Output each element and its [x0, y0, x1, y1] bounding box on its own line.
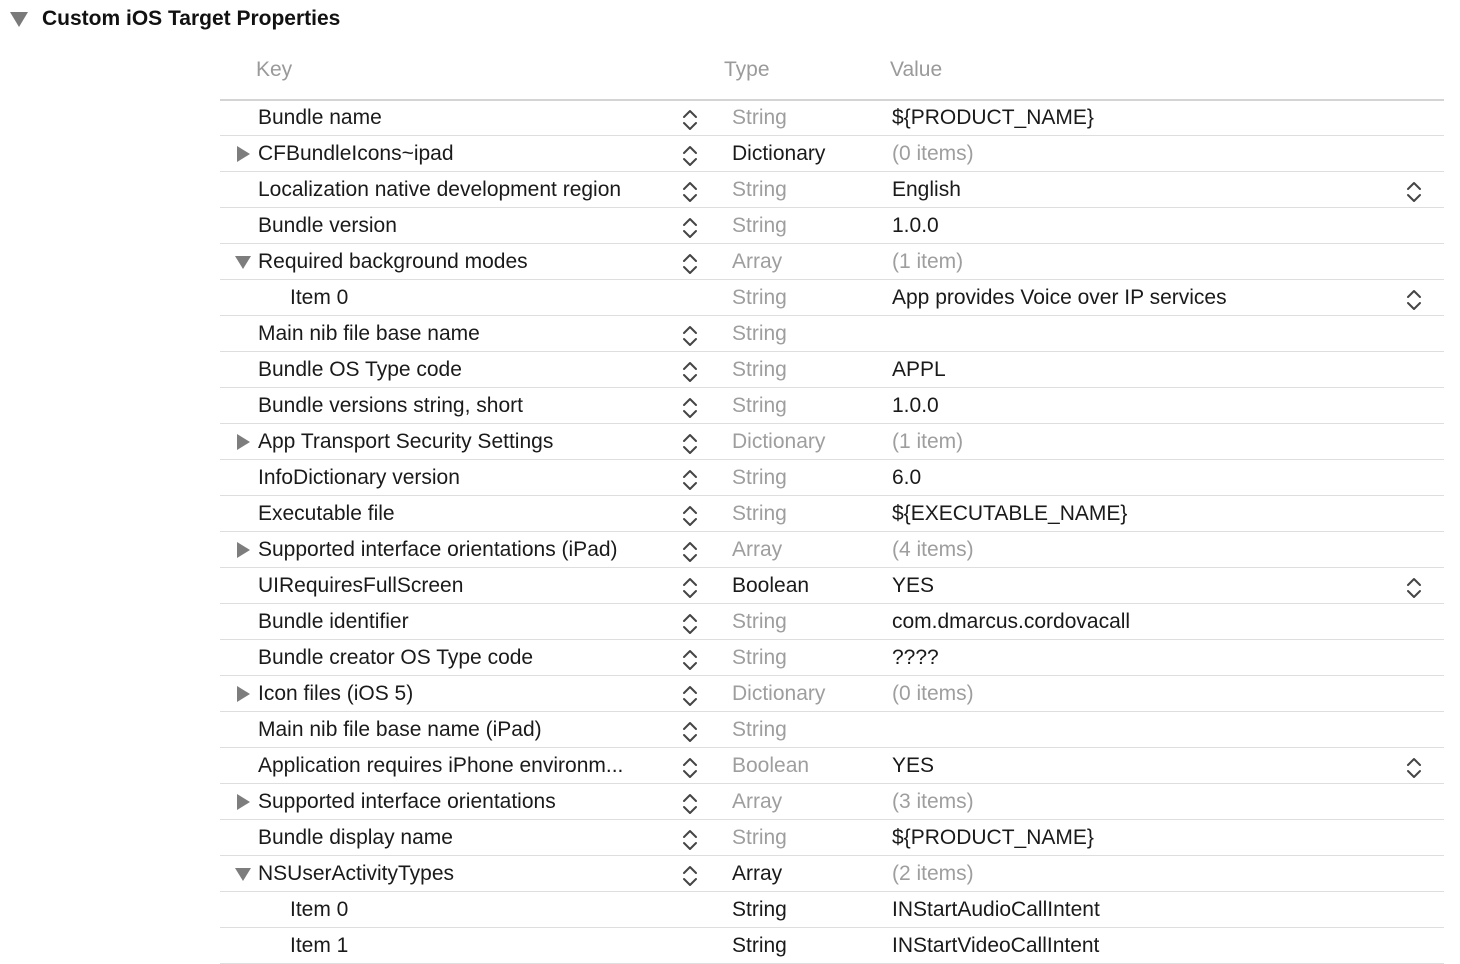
table-row[interactable]	[220, 460, 1444, 496]
row-value[interactable]: English	[892, 178, 961, 201]
row-type[interactable]: String	[732, 502, 787, 525]
table-row[interactable]	[220, 712, 1444, 748]
row-type[interactable]: String	[732, 826, 787, 849]
row-type[interactable]: Dictionary	[732, 430, 826, 453]
table-row[interactable]	[220, 388, 1444, 424]
table-row[interactable]	[220, 208, 1444, 244]
key-popup-chevron-icon[interactable]	[682, 828, 698, 852]
value-popup-chevron-icon[interactable]	[1406, 288, 1422, 312]
row-key[interactable]: Bundle versions string, short	[258, 394, 523, 417]
row-value[interactable]: ${EXECUTABLE_NAME}	[892, 502, 1128, 525]
row-type[interactable]: Array	[732, 250, 783, 273]
row-type[interactable]: Array	[732, 790, 783, 813]
row-value[interactable]: INStartAudioCallIntent	[892, 898, 1100, 921]
row-value[interactable]: ${PRODUCT_NAME}	[892, 106, 1094, 129]
row-key[interactable]: Localization native development region	[258, 178, 622, 201]
key-popup-chevron-icon[interactable]	[682, 540, 698, 564]
value-popup-chevron-icon[interactable]	[1406, 756, 1422, 780]
row-key[interactable]: App Transport Security Settings	[258, 430, 554, 453]
row-value[interactable]: (2 items)	[892, 862, 974, 885]
value-popup-chevron-icon[interactable]	[1406, 180, 1422, 204]
table-row[interactable]	[220, 640, 1444, 676]
disclosure-triangle-right-icon[interactable]	[237, 542, 250, 558]
disclosure-triangle-right-icon[interactable]	[237, 794, 250, 810]
row-key[interactable]: Executable file	[258, 502, 395, 525]
row-type[interactable]: Dictionary	[732, 142, 826, 165]
key-popup-chevron-icon[interactable]	[682, 612, 698, 636]
row-key[interactable]: Supported interface orientations	[258, 790, 556, 813]
row-value[interactable]: APPL	[892, 358, 946, 381]
row-value[interactable]: (1 item)	[892, 430, 964, 453]
table-row[interactable]	[220, 100, 1444, 136]
column-headers	[0, 52, 1460, 92]
row-value[interactable]: (4 items)	[892, 538, 974, 561]
row-key[interactable]: Bundle display name	[258, 826, 453, 849]
row-type[interactable]: String	[732, 610, 787, 633]
disclosure-triangle-down-icon[interactable]	[235, 256, 251, 269]
row-type[interactable]: String	[732, 106, 787, 129]
key-popup-chevron-icon[interactable]	[682, 252, 698, 276]
row-key[interactable]: Application requires iPhone environm...	[258, 754, 624, 777]
row-key[interactable]: Bundle OS Type code	[258, 358, 462, 381]
key-popup-chevron-icon[interactable]	[682, 324, 698, 348]
row-type[interactable]: Dictionary	[732, 682, 826, 705]
row-type[interactable]: String	[732, 934, 787, 957]
table-row[interactable]	[220, 280, 1444, 316]
row-value[interactable]: YES	[892, 574, 935, 597]
row-key[interactable]: Icon files (iOS 5)	[258, 682, 414, 705]
row-value[interactable]: ????	[892, 646, 939, 669]
row-type[interactable]: String	[732, 646, 787, 669]
row-value[interactable]: ${PRODUCT_NAME}	[892, 826, 1094, 849]
table-row[interactable]	[220, 532, 1444, 568]
key-popup-chevron-icon[interactable]	[682, 108, 698, 132]
row-value[interactable]: (0 items)	[892, 142, 974, 165]
key-popup-chevron-icon[interactable]	[682, 468, 698, 492]
section-header[interactable]	[0, 0, 1460, 40]
row-key[interactable]: Bundle name	[258, 106, 382, 129]
row-type[interactable]: String	[732, 898, 787, 921]
table-row[interactable]	[220, 856, 1444, 892]
column-header-type[interactable]: Type	[724, 58, 770, 81]
key-popup-chevron-icon[interactable]	[682, 180, 698, 204]
row-type[interactable]: String	[732, 394, 787, 417]
row-type[interactable]: Boolean	[732, 754, 810, 777]
table-row[interactable]	[220, 244, 1444, 280]
key-popup-chevron-icon[interactable]	[682, 576, 698, 600]
row-value[interactable]: YES	[892, 754, 935, 777]
key-popup-chevron-icon[interactable]	[682, 360, 698, 384]
disclosure-triangle-right-icon[interactable]	[237, 434, 250, 450]
property-list-table	[220, 100, 1444, 964]
row-type[interactable]: String	[732, 214, 787, 237]
row-type[interactable]: String	[732, 286, 787, 309]
row-key[interactable]: NSUserActivityTypes	[258, 862, 455, 885]
disclosure-triangle-right-icon[interactable]	[237, 146, 250, 162]
row-key[interactable]: UIRequiresFullScreen	[258, 574, 464, 597]
row-key[interactable]: Supported interface orientations (iPad)	[258, 538, 618, 561]
table-row[interactable]	[220, 172, 1444, 208]
table-row[interactable]	[220, 604, 1444, 640]
table-row[interactable]	[220, 496, 1444, 532]
row-type[interactable]: Boolean	[732, 574, 810, 597]
column-header-value[interactable]: Value	[890, 58, 943, 81]
row-key[interactable]: Bundle version	[258, 214, 397, 237]
key-popup-chevron-icon[interactable]	[682, 756, 698, 780]
row-type[interactable]: String	[732, 358, 787, 381]
row-key[interactable]: Required background modes	[258, 250, 528, 273]
row-key[interactable]: Item 1	[290, 934, 349, 957]
disclosure-triangle-down-icon[interactable]	[235, 868, 251, 881]
key-popup-chevron-icon[interactable]	[682, 684, 698, 708]
key-popup-chevron-icon[interactable]	[682, 648, 698, 672]
row-key[interactable]: CFBundleIcons~ipad	[258, 142, 454, 165]
section-title: Custom iOS Target Properties	[42, 7, 341, 30]
row-value[interactable]: 6.0	[892, 466, 922, 489]
row-key[interactable]: Main nib file base name	[258, 322, 480, 345]
key-popup-chevron-icon[interactable]	[682, 720, 698, 744]
row-key[interactable]: InfoDictionary version	[258, 466, 460, 489]
row-value[interactable]: 1.0.0	[892, 214, 939, 237]
table-row[interactable]	[220, 928, 1444, 964]
table-row[interactable]	[220, 568, 1444, 604]
row-type[interactable]: String	[732, 466, 787, 489]
row-value[interactable]: (3 items)	[892, 790, 974, 813]
table-row[interactable]	[220, 748, 1444, 784]
key-popup-chevron-icon[interactable]	[682, 432, 698, 456]
row-key[interactable]: Bundle creator OS Type code	[258, 646, 534, 669]
table-row[interactable]	[220, 424, 1444, 460]
key-popup-chevron-icon[interactable]	[682, 504, 698, 528]
row-value[interactable]: (0 items)	[892, 682, 974, 705]
key-popup-chevron-icon[interactable]	[682, 792, 698, 816]
row-key[interactable]: Main nib file base name (iPad)	[258, 718, 542, 741]
row-key[interactable]: Bundle identifier	[258, 610, 409, 633]
row-value[interactable]: INStartVideoCallIntent	[892, 934, 1100, 957]
row-value[interactable]: (1 item)	[892, 250, 964, 273]
table-row[interactable]	[220, 820, 1444, 856]
row-type[interactable]: Array	[732, 862, 783, 885]
row-key[interactable]: Item 0	[290, 286, 349, 309]
key-popup-chevron-icon[interactable]	[682, 396, 698, 420]
column-header-key[interactable]: Key	[256, 58, 293, 81]
row-type[interactable]: String	[732, 322, 787, 345]
key-popup-chevron-icon[interactable]	[682, 864, 698, 888]
row-value[interactable]: 1.0.0	[892, 394, 939, 417]
row-key[interactable]: Item 0	[290, 898, 349, 921]
row-value[interactable]: App provides Voice over IP services	[892, 286, 1227, 309]
table-row[interactable]	[220, 892, 1444, 928]
row-type[interactable]: String	[732, 178, 787, 201]
value-popup-chevron-icon[interactable]	[1406, 576, 1422, 600]
table-row[interactable]	[220, 136, 1444, 172]
row-type[interactable]: Array	[732, 538, 783, 561]
table-row[interactable]	[220, 316, 1444, 352]
row-type[interactable]: String	[732, 718, 787, 741]
disclosure-triangle-right-icon[interactable]	[237, 686, 250, 702]
key-popup-chevron-icon[interactable]	[682, 144, 698, 168]
row-value[interactable]: com.dmarcus.cordovacall	[892, 610, 1131, 633]
key-popup-chevron-icon[interactable]	[682, 216, 698, 240]
table-row[interactable]	[220, 784, 1444, 820]
table-row[interactable]	[220, 352, 1444, 388]
disclosure-triangle-down-icon[interactable]	[10, 12, 28, 27]
table-row[interactable]	[220, 676, 1444, 712]
